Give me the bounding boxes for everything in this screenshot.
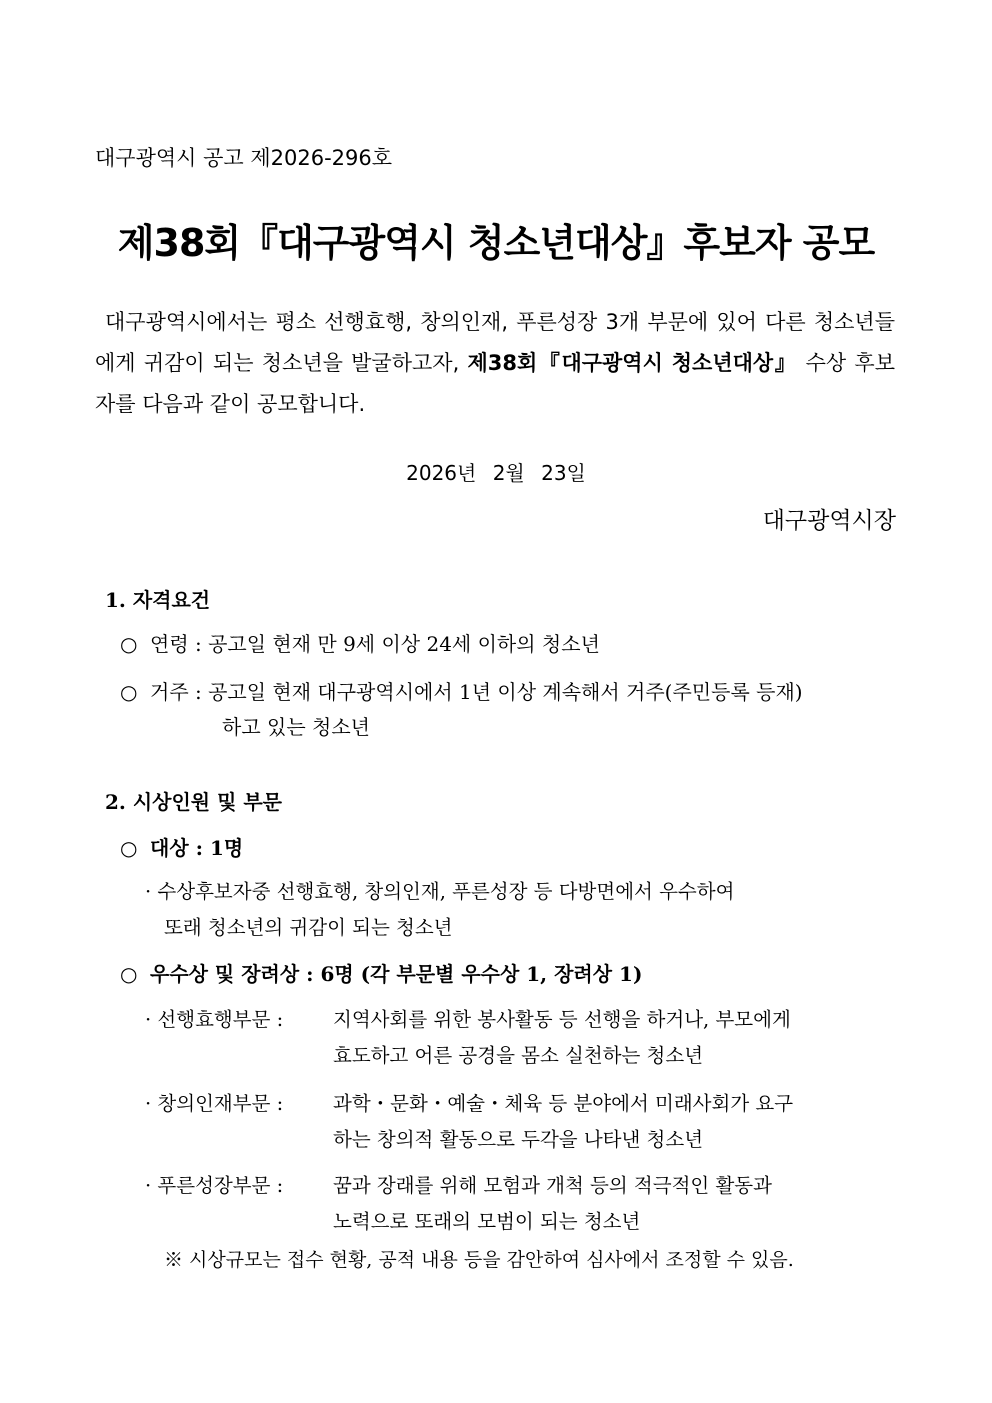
category-desc-2: 효도하고 어른 공경을 몸소 실천하는 청소년	[333, 1044, 704, 1067]
footnote: ※ 시상규모는 접수 현황, 공적 내용 등을 감안하여 심사에서 조정할 수 있음.	[164, 1249, 794, 1271]
document-title: 제38회『대구광역시 청소년대상』후보자 공모	[117, 221, 875, 265]
category-desc-1: 과학・문화・예술・체육 등 분야에서 미래사회가 요구	[333, 1092, 794, 1115]
notice-number: 대구광역시 공고 제2026-296호	[95, 146, 393, 170]
residence-text-2: 하고 있는 청소년	[222, 715, 370, 739]
intro-text-1: 대구광역시에서는 평소 선행효행, 창의인재, 푸른성장 3개 부문에 있어 다른 청소년들에게 귀감이 되는 청소년을 발굴하고자,	[95, 310, 895, 375]
category-desc-1: 지역사회를 위한 봉사활동 등 선행을 하거나, 부모에게	[333, 1008, 791, 1031]
qualification-residence	[120, 676, 803, 705]
excellence-heading	[120, 958, 642, 987]
grand-prize-text: 대상 : 1명	[150, 836, 244, 860]
category-label: · 푸른성장부문 :	[145, 1174, 284, 1197]
excellence-text: 우수상 및 장려상 : 6명 (각 부문별 우수상 1, 장려상 1)	[150, 962, 643, 986]
issuer-name: 대구광역시장	[762, 508, 896, 534]
section-1-heading: 1. 자격요건	[105, 588, 211, 612]
residence-text-1: 거주 : 공고일 현재 대구광역시에서 1년 이상 계속해서 거주(주민등록 등재)	[150, 680, 803, 704]
section-2-heading: 2. 시상인원 및 부문	[105, 790, 283, 814]
age-text: 연령 : 공고일 현재 만 9세 이상 24세 이하의 청소년	[150, 632, 600, 656]
bullet-circle: ○	[120, 680, 138, 704]
notice-date: 2026년 2월 23일	[406, 461, 586, 485]
qualification-age	[120, 628, 600, 657]
category-label: · 선행효행부문 :	[145, 1008, 284, 1031]
grand-prize-desc-2: 또래 청소년의 귀감이 되는 청소년	[164, 916, 453, 939]
intro-paragraph	[95, 302, 895, 425]
category-desc-2: 하는 창의적 활동으로 두각을 나타낸 청소년	[333, 1128, 704, 1151]
bullet-circle: ○	[120, 632, 138, 656]
intro-text-2: 수상 후보자를 다음과 같이 공모합니다.	[95, 351, 895, 416]
category-desc-2: 노력으로 또래의 모범이 되는 청소년	[333, 1210, 641, 1233]
category-desc-1: 꿈과 장래를 위해 모험과 개척 등의 적극적인 활동과	[333, 1174, 772, 1197]
grand-prize-heading	[120, 832, 243, 861]
bullet-circle: ○	[120, 836, 138, 860]
grand-prize-desc-1: · 수상후보자중 선행효행, 창의인재, 푸른성장 등 다방면에서 우수하여	[145, 880, 735, 903]
bullet-circle: ○	[120, 962, 138, 986]
category-label: · 창의인재부문 :	[145, 1092, 284, 1115]
intro-bold-title: 제38회『대구광역시 청소년대상』	[467, 351, 798, 375]
